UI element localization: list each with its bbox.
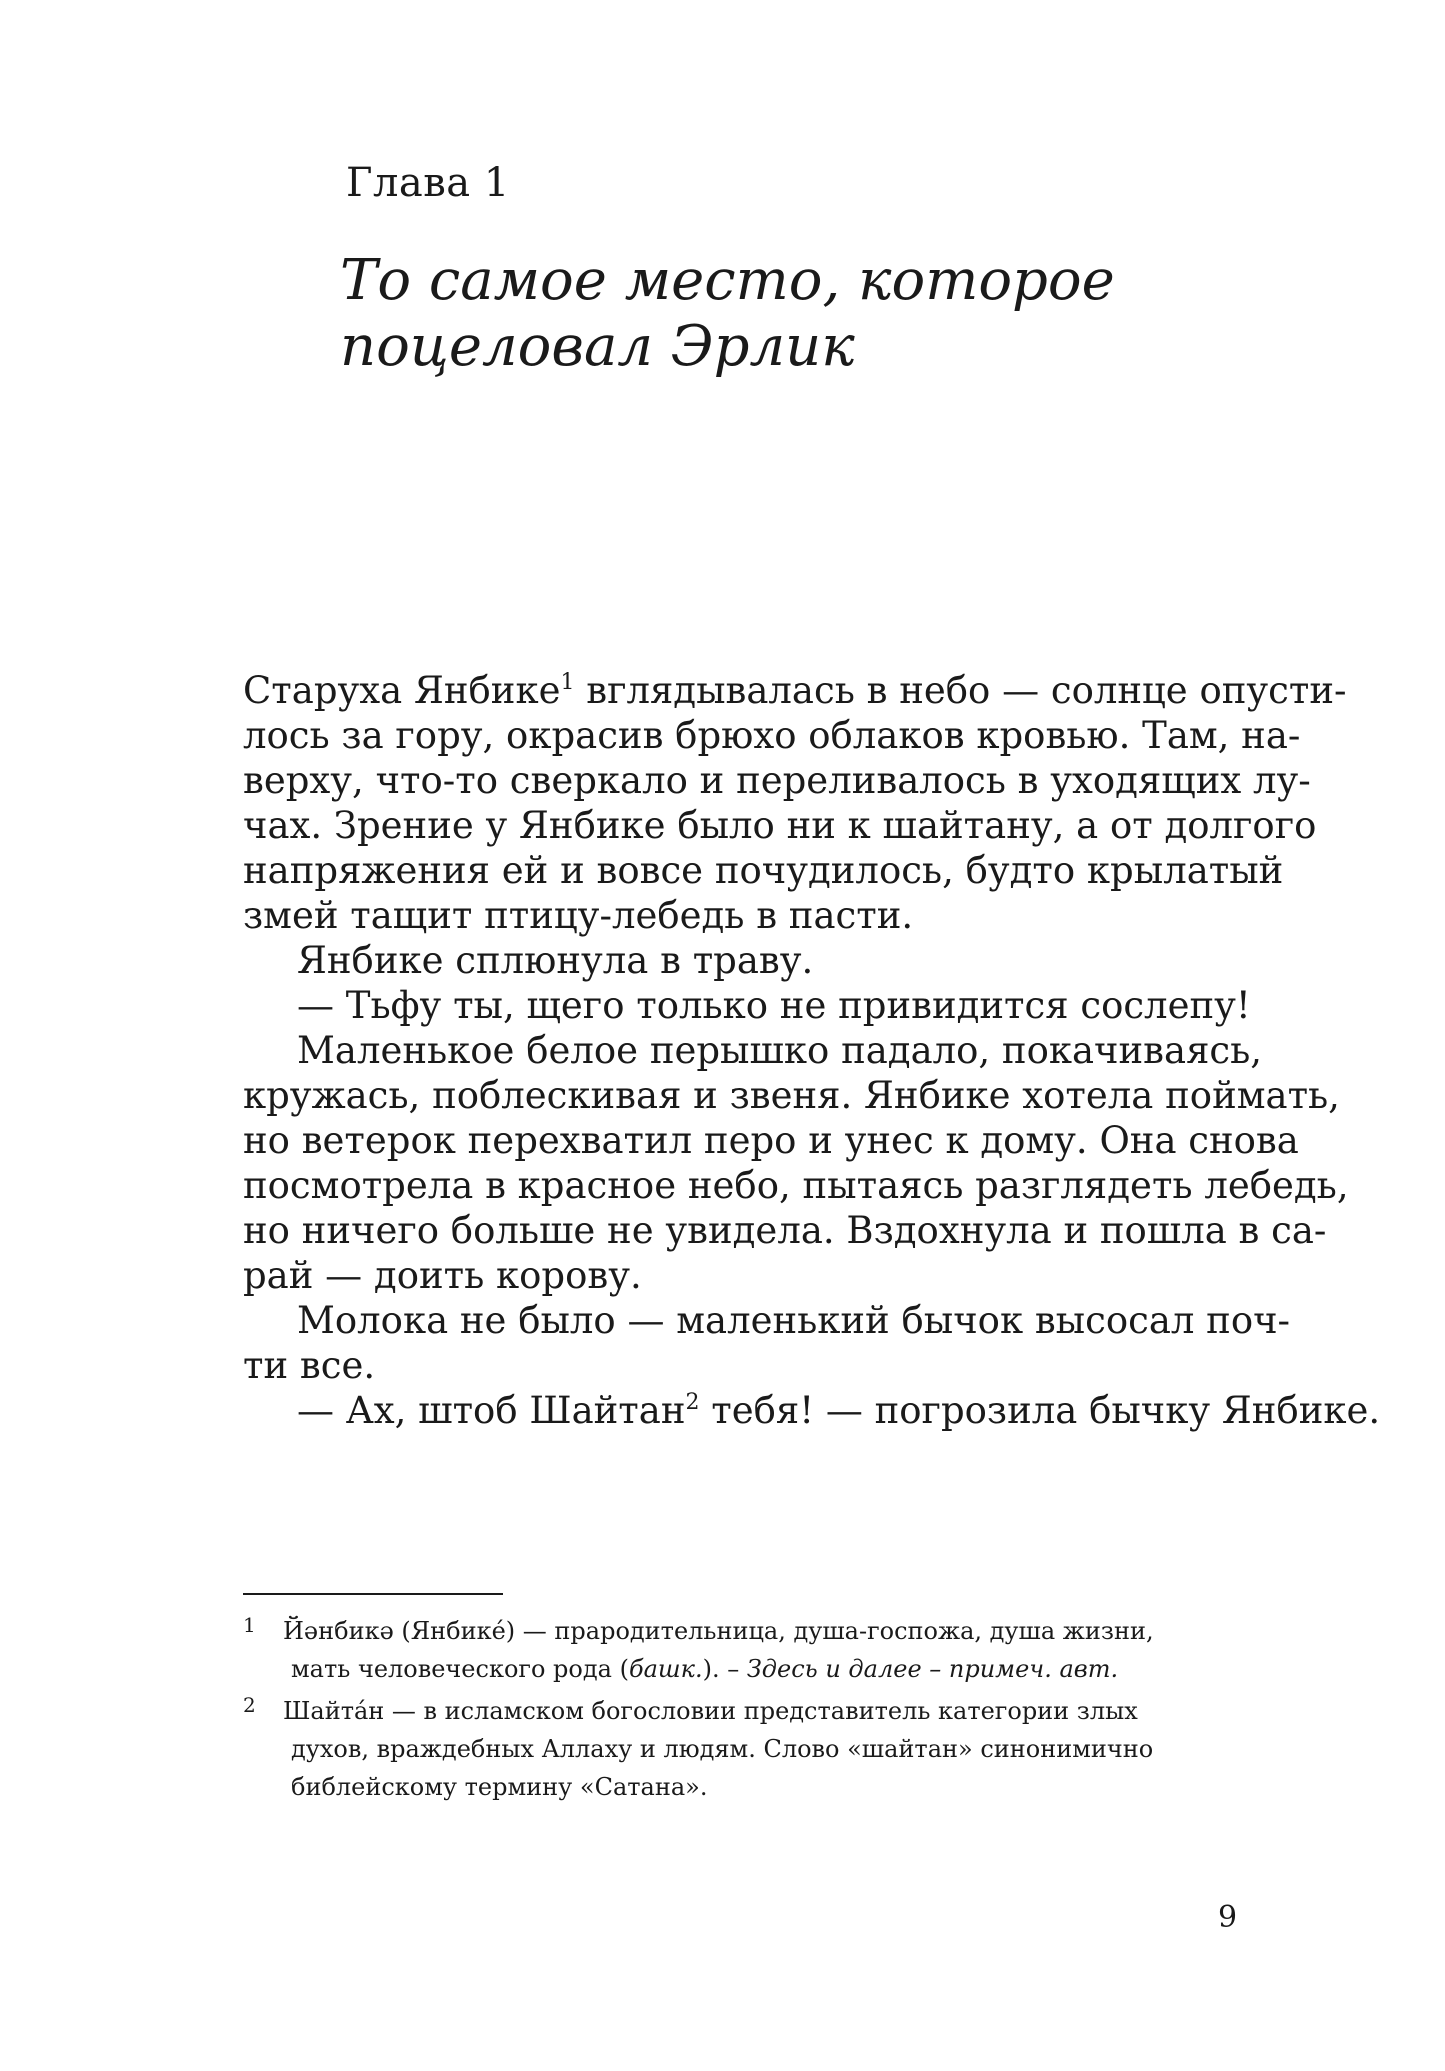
footnote-line: Шайта́н — в исламском богословии представитель категории злых [283,1697,1138,1725]
footnote-number: 1 [243,1613,256,1637]
text-line: Янбике сплюнула в траву. [297,939,814,982]
footnote-ref-2: 2 [685,1390,700,1415]
text-fragment: тебя! — погрозила бычку Янбике. [699,1389,1381,1432]
text-fragment: Старуха Янбике [243,669,561,712]
footnote-2 [243,1692,1233,1806]
text-fragment: вглядывалась в небо — солнце опусти- [574,669,1347,712]
text-line: но ветерок перехватил перо и унес к дому. Она снова [243,1119,1299,1162]
footnotes [243,1612,1233,1810]
footnote-divider [243,1593,503,1595]
text-line: — Тьфу ты, щего только не привидится сослепу! [297,984,1251,1027]
text-line: напряжения ей и вовсе почудилось, будто крылатый [243,849,1284,892]
text-line: ти все. [243,1344,376,1387]
text-fragment: башк. [628,1655,703,1683]
page-number: 9 [1218,1900,1238,1935]
text-fragment: ). – [702,1655,747,1683]
footnote-line: Йәнбикә (Янбике́) — прародительница, душа-госпожа, душа жизни, [283,1617,1154,1645]
text-fragment: мать человеческого рода ( [291,1655,629,1683]
text-line: Молока не было — маленький бычок высосал поч- [297,1299,1291,1342]
footnote-number: 2 [243,1693,256,1717]
text-line: чах. Зрение у Янбике было ни к шайтану, а от долгого [243,804,1317,847]
footnote-ref-1: 1 [560,670,575,695]
text-line: верху, что-то сверкало и переливалось в уходящих лу- [243,759,1311,802]
body-text [243,668,1381,1433]
text-line [243,1388,1381,1433]
footnote-1 [243,1612,1233,1688]
chapter-title [340,248,1240,380]
text-line: лось за гору, окрасив брюхо облаков кровью. Там, на- [243,714,1301,757]
text-line: кружась, поблескивая и звеня. Янбике хотела поймать, [243,1074,1340,1117]
text-line [243,668,1347,713]
chapter-title-line: То самое место, которое [340,248,1115,313]
footnote-line: духов, враждебных Аллаху и людям. Слово «шайтан» синонимично [291,1735,1154,1763]
text-line: посмотрела в красное небо, пытаясь разглядеть лебедь, [243,1164,1349,1207]
text-line: Маленькое белое перышко падало, покачиваясь, [297,1029,1263,1072]
footnote-line: библейскому термину «Сатана». [291,1773,708,1801]
text-fragment: Здесь и далее – примеч. авт. [746,1655,1119,1683]
chapter-title-line: поцеловал Эрлик [340,314,855,379]
chapter-label: Глава 1 [346,160,510,206]
text-line: змей тащит птицу-лебедь в пасти. [243,894,914,937]
text-line: но ничего больше не увидела. Вздохнула и пошла в са- [243,1209,1327,1252]
text-line: рай — доить корову. [243,1254,642,1297]
footnote-line [243,1650,1233,1688]
text-fragment: — Ах, штоб Шайтан [297,1389,686,1432]
